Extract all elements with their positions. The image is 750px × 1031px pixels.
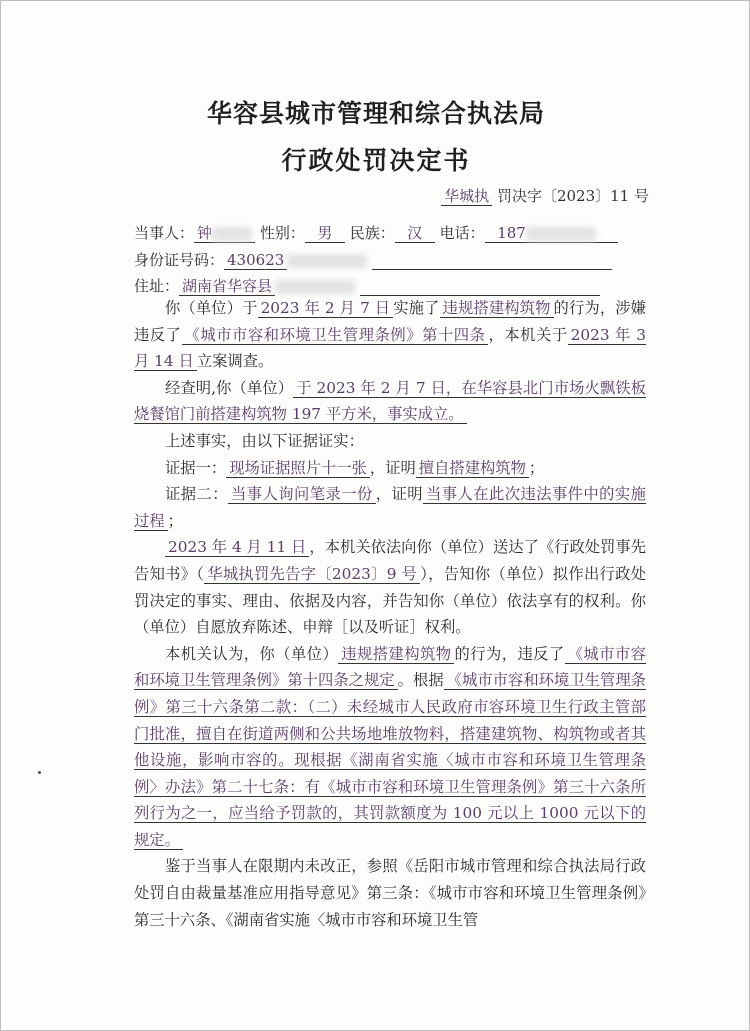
doc-no-rest: 罚决字〔2023〕11 号 [496, 187, 649, 205]
party-id: 430623 [224, 251, 287, 270]
party-address: 湖南省华容县 [179, 277, 275, 296]
paragraph-filing: 你（单位）于 2023 年 2 月 7 日 实施了 违规搭建构筑物 的行为，涉嫌违反了 《城市市容和环境卫生管理条例》第十四条 ，本机关于 2023 年 3 月 14 日 立案调查。 [134, 299, 646, 371]
paragraph-evidence-1: 证据一： 现场证据照片十一张 ，证明 擅自搭建构筑物 ； [165, 458, 545, 477]
party-name: 钟 [194, 224, 255, 243]
party-gender: 男 [305, 224, 345, 243]
paragraph-discretion: 鉴于当事人在限期内未改正，参照《岳阳市城市管理和综合执法局行政处罚自由裁量基准应用指导意见》第三条：《城市市容和环境卫生管理条例》第三十六条、《湖南省实施〈城市市容和环境卫生管 [134, 857, 646, 929]
paragraph-evidence-2: 证据二： 当事人询问笔录一份 ，证明 当事人在此次违法事件中的实施过程 ； [134, 485, 646, 530]
party-phone: 187 [485, 224, 618, 243]
doc-no-prefix: 华城执 [441, 187, 492, 206]
decision-body [134, 295, 646, 933]
scan-speck [38, 771, 41, 774]
document-number [441, 185, 649, 206]
paragraph-facts: 经查明,你（单位） 于 2023 年 2 月 7 日，在华容县北门市场火飘铁板烧餐馆门前搭建构筑物 197 平方米，事实成立。 [134, 378, 646, 424]
party-ethnic: 汉 [395, 224, 435, 243]
paragraph-opinion: 本机关认为，你（单位） 违规搭建构筑物 的行为，违反了 《城市市容和环境卫生管理条例》第十四条之规定 。根据 《城市市容和环境卫生管理条例》第三十六条第二款：（二）未经城市人民政府市容环境卫生行政主管部门批准，擅自在街道两侧和公共场地堆放物料，搭建建筑物、构筑物或者其他设施，影响市容的。现根据《湖南省实施〈城市市容和环境卫生管理条例〉办法》第二十七条：有《城市市容和环境卫生管理条例》第三十六条所列行为之一，应当给予罚款的，其罚款额度为 100 元以上 1000 元以下的规定。 [134, 644, 646, 849]
party-info-line: 当事人： 钟 性别： 男 民族： 汉 电话： 187 [134, 222, 618, 243]
party-address-line: 住址： 湖南省华容县 [134, 275, 600, 296]
party-id-line: 身份证号码： 430623 [134, 249, 612, 270]
org-title: 华容县城市管理和综合执法局 [206, 99, 545, 128]
doc-type-title: 行政处罚决定书 [281, 146, 471, 175]
paragraph-notice: 2023 年 4 月 11 日 ，本机关依法向你（单位）送达了《行政处罚事先告知书》（ 华城执罚先告字〔2023〕9 号 ），告知你（单位）拟作出行政处罚决定的事实、理由、依据及内容，并告知你（单位）依法享有的权利。你（单位）自愿放弃陈述、申辩［以及听证］权利。 [134, 538, 646, 637]
paragraph-evidence-intro: 上述事实，由以下证据证实： [165, 431, 364, 450]
